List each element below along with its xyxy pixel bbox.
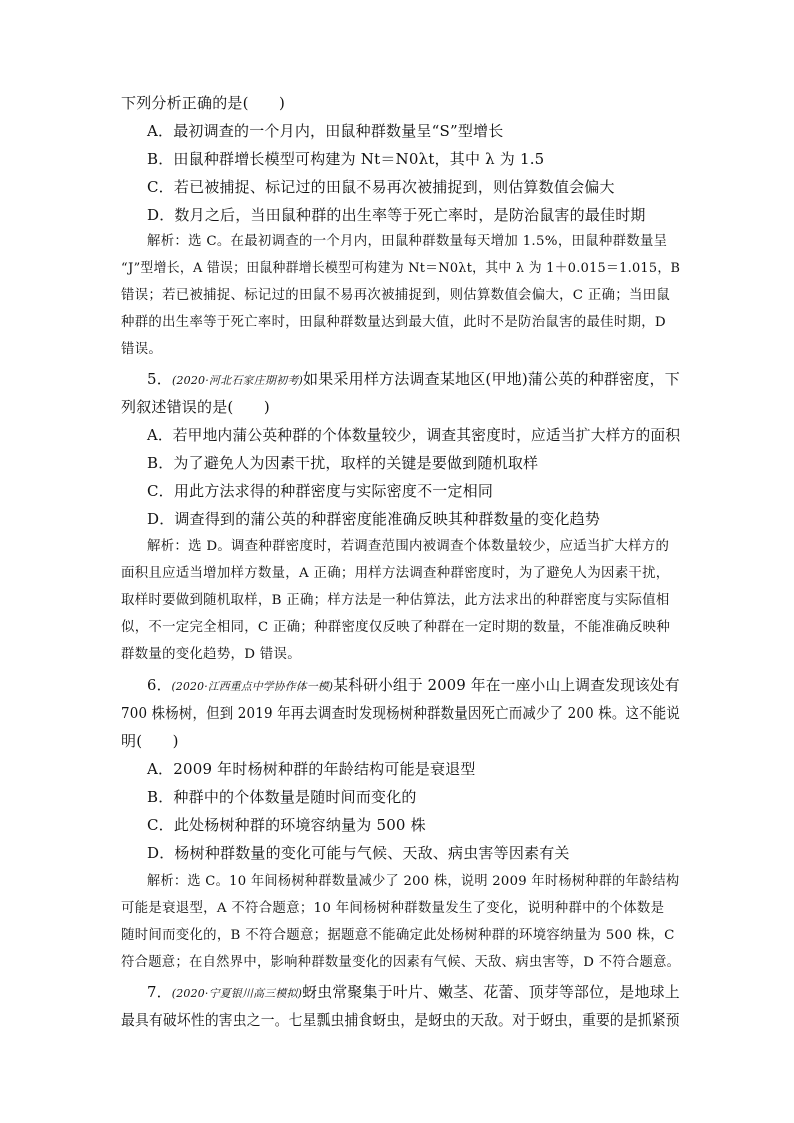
q5-option-c: C．用此方法求得的种群密度与实际密度不一定相同: [147, 482, 494, 500]
q5-stem-text: 如果采用样方法调查某地区(甲地)蒲公英的种群密度，下: [303, 370, 680, 388]
q6-stem-line-2: 700 株杨树，但到 2019 年再去调查时发现杨树种群数量因死亡而减少了 200 株。这不能说: [121, 704, 681, 722]
q6-option-c: C．此处杨树种群的环境容纳量为 500 株: [147, 816, 426, 834]
q4-solution-line-5: 错误。: [121, 342, 163, 357]
q4-option-c: C．若已被捕捉、标记过的田鼠不易再次被捕捉到，则估算数值会偏大: [147, 178, 615, 196]
q6-option-a: A．2009 年时杨树种群的年龄结构可能是衰退型: [147, 760, 476, 778]
q5-number: 5．: [147, 370, 172, 388]
q5-solution-line-2: 面积且应适当增加样方数量，A 正确；用样方法调查种群密度时，为了避免人为因素干扰，: [121, 566, 670, 581]
q5-solution-line-1: 解析：选 D。调查种群密度时，若调查范围内被调查个体数量较少，应适当扩大样方的: [147, 539, 670, 554]
q6-solution-line-3: 随时间而变化的，B 不符合题意；据题意不能确定此处杨树种群的环境容纳量为 500 株，C: [121, 928, 675, 943]
q4-option-b: B．田鼠种群增长模型可构建为 Nt＝N0λt，其中 λ 为 1.5: [147, 150, 545, 168]
q5-source: (2020·河北石家庄期初考): [171, 374, 304, 387]
q7-stem-line-2: 最具有破坏性的害虫之一。七星瓢虫捕食蚜虫，是蚜虫的天敌。对于蚜虫，重要的是抓紧预: [121, 1011, 680, 1029]
q6-option-d: D．杨树种群数量的变化可能与气候、天敌、病虫害等因素有关: [147, 844, 570, 862]
q4-option-a: A．最初调查的一个月内，田鼠种群数量呈“S”型增长: [147, 122, 504, 140]
q7-stem-text: 蚜虫常聚集于叶片、嫩茎、花蕾、顶芽等部位，是地球上: [302, 983, 680, 1001]
q7-source: (2020·宁夏银川高三模拟): [171, 987, 303, 1000]
q6-number: 6．: [147, 676, 172, 694]
q4-solution-line-2: “J”型增长，A 错误；田鼠种群增长模型可构建为 Nt＝N0λt，其中 λ 为 1＋0.015＝1.015，B: [121, 261, 681, 276]
q5-stem-line-2: 列叙述错误的是( ): [121, 398, 270, 416]
q7-number: 7．: [147, 983, 172, 1001]
q5-option-d: D．调查得到的蒲公英的种群密度能准确反映其种群数量的变化趋势: [147, 510, 601, 528]
q4-solution-line-3: 错误；若已被捕捉、标记过的田鼠不易再次被捕捉到，则估算数值会偏大，C 正确；当田鼠: [121, 288, 671, 303]
q5-solution-line-4: 似，不一定完全相同，C 正确；种群密度仅反映了种群在一定时期的数量，不能准确反映种: [121, 620, 671, 635]
q4-solution-line-4: 种群的出生率等于死亡率时，田鼠种群数量达到最大值，此时不是防治鼠害的最佳时期，D: [121, 315, 666, 330]
q5-solution-line-5: 群数量的变化趋势，D 错误。: [121, 647, 301, 662]
q6-solution-line-4: 符合题意；在自然界中，影响种群数量变化的因素有气候、天敌、病虫害等，D 不符合题意。: [121, 955, 681, 970]
q6-solution-line-1: 解析：选 C。10 年间杨树种群数量减少了 200 株，说明 2009 年时杨树种群的年龄结构: [147, 874, 680, 889]
q5-option-b: B．为了避免人为因素干扰，取样的关键是要做到随机取样: [147, 454, 539, 472]
q5-solution-line-3: 取样时要做到随机取样，B 正确；样方法是一种估算法，此方法求出的种群密度与实际值相: [121, 593, 670, 608]
q5-stem-line-1: [147, 369, 680, 391]
q5-option-a: A．若甲地内蒲公英种群的个体数量较少，调查其密度时，应适当扩大样方的面积: [147, 426, 681, 444]
q4-stem: 下列分析正确的是( ): [121, 94, 286, 112]
q6-solution-line-2: 可能是衰退型，A 不符合题意；10 年间杨树种群数量发生了变化，说明种群中的个体数是: [121, 901, 665, 916]
q6-stem-line-3: 明( ): [121, 732, 179, 750]
q7-stem-line-1: [147, 982, 680, 1004]
q6-stem-text: 某科研小组于 2009 年在一座小山上调查发现该处有: [333, 676, 680, 694]
q6-stem-line-1: [147, 675, 680, 697]
q4-option-d: D．数月之后，当田鼠种群的出生率等于死亡率时，是防治鼠害的最佳时期: [147, 206, 646, 224]
q6-source: (2020·江西重点中学协作体一模): [171, 680, 334, 693]
q4-solution-line-1: 解析：选 C。在最初调查的一个月内，田鼠种群数量每天增加 1.5%，田鼠种群数量呈: [147, 234, 668, 249]
q6-option-b: B．种群中的个体数量是随时间而变化的: [147, 788, 417, 806]
